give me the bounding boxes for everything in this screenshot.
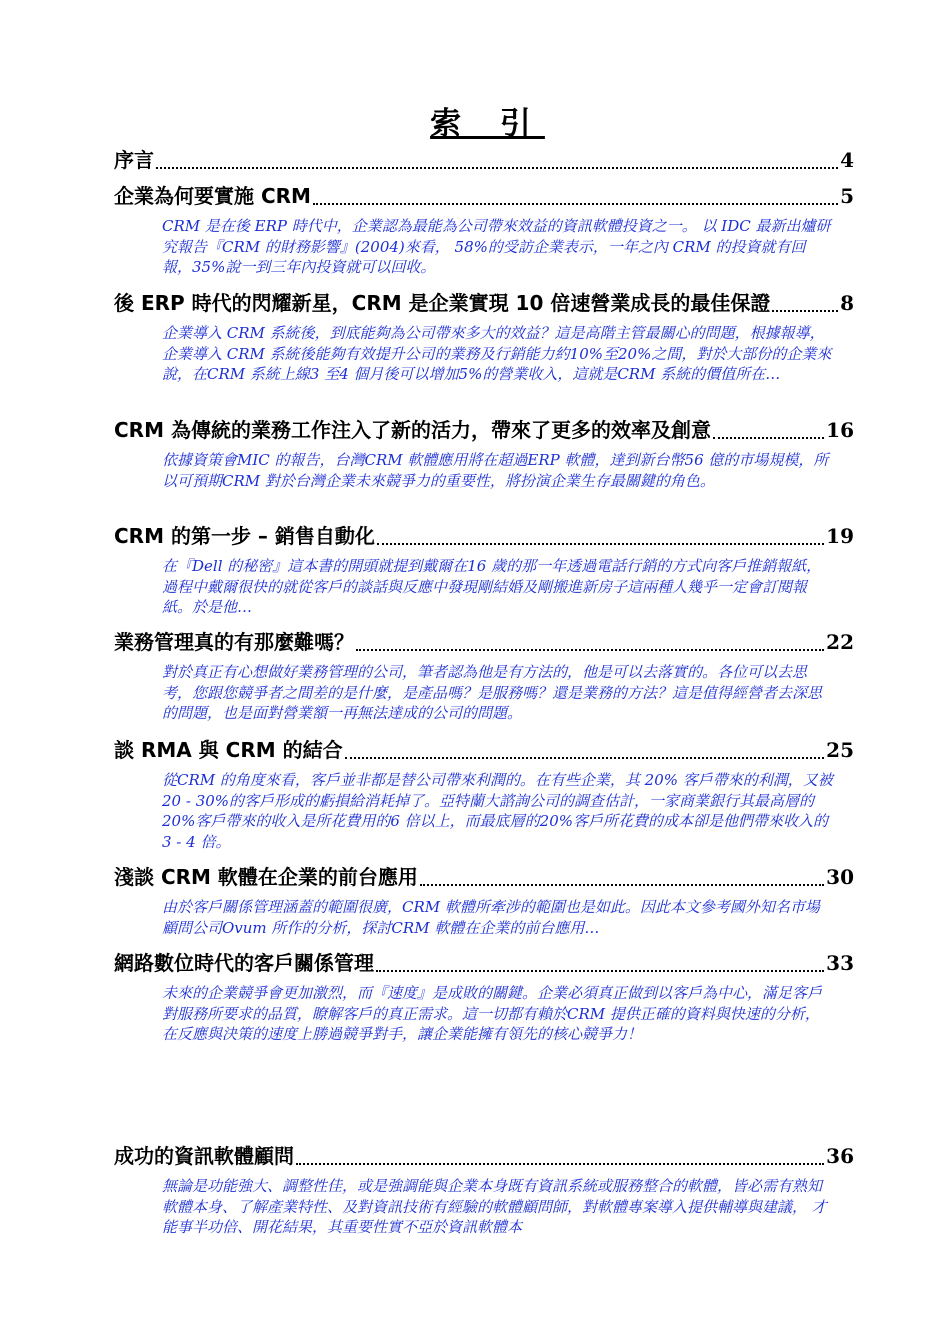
toc-summary: 由於客戶關係管理涵蓋的範圍很廣，CRM 軟體所牽涉的範圍也是如此。因此本文參考國外知名市場顧問公司Ovum 所作的分析，探討CRM 軟體在企業的前台應用…: [162, 898, 820, 937]
toc-entry-software-consultant: [114, 1142, 854, 1238]
toc-entry-sales-automation: [114, 522, 854, 618]
toc-page-number: 16: [826, 418, 854, 442]
toc-heading: 後 ERP 時代的閃耀新星，CRM 是企業實現 10 倍速營業成長的最佳保證: [114, 291, 771, 315]
toc-page-number: 8: [840, 291, 854, 315]
toc-entry-digital-era: [114, 949, 854, 1045]
toc-line[interactable]: [114, 289, 854, 317]
dot-leader: [156, 167, 838, 169]
toc-page-number: 33: [826, 951, 854, 975]
toc-heading: 談 RMA 與 CRM 的結合: [114, 738, 343, 762]
dot-leader: [772, 310, 838, 312]
toc-line[interactable]: [114, 863, 854, 891]
toc-page-number: 5: [840, 184, 854, 208]
toc-entry-new-vitality: [114, 416, 854, 491]
toc-summary: 在『Dell 的秘密』這本書的開頭就提到戴爾在16 歲的那一年透過電話行銷的方式向客戶推銷報紙，過程中戴爾很快的就從客戶的談話與反應中發現剛結婚及剛搬進新房子這兩種人幾乎一定會訂閱報紙。於是他…: [162, 557, 822, 616]
toc-page-number: 19: [826, 524, 854, 548]
toc-heading: CRM 為傳統的業務工作注入了新的活力，帶來了更多的效率及創意: [114, 418, 711, 442]
toc-summary: 無論是功能強大、調整性佳，或是強調能與企業本身既有資訊系統或服務整合的軟體，皆必需有熟知軟體本身、了解產業特性、及對資訊技術有經驗的軟體顧問師，對軟體專案導入提供輔導與建議， 才能事半功倍、開花結果，其重要性實不亞於資訊軟體本: [162, 1177, 827, 1236]
toc-entry-post-erp: [114, 289, 854, 385]
toc-line[interactable]: [114, 146, 854, 174]
toc-entry-front-office: [114, 863, 854, 938]
toc-summary: 對於真正有心想做好業務管理的公司，筆者認為他是有方法的，他是可以去落實的。各位可以去思考，您跟您競爭者之間差的是什麼，是產品嗎？是服務嗎？還是業務的方法？這是值得經營者去深思的問題，也是面對營業額一再無法達成的公司的問題。: [162, 663, 823, 722]
toc-entry-preface: [114, 146, 854, 174]
toc-line[interactable]: [114, 949, 854, 977]
toc-line[interactable]: [114, 736, 854, 764]
toc-line[interactable]: [114, 522, 854, 550]
toc-line[interactable]: [114, 1142, 854, 1170]
toc-page-number: 4: [840, 148, 854, 172]
dot-leader: [376, 970, 824, 972]
page-title: 索 引: [430, 106, 545, 142]
toc-summary: 企業導入 CRM 系統後，到底能夠為公司帶來多大的效益？這是高階主管最關心的問題，根據報導，企業導入 CRM 系統後能夠有效提升公司的業務及行銷能力約10%至20%之間，對於大部份的企業來說，在CRM 系統上線3 至4 個月後可以增加5%的營業收入，這就是CRM 系統的價值所在…: [162, 324, 832, 383]
dot-leader: [345, 757, 825, 759]
toc-page-number: 22: [826, 630, 854, 654]
dot-leader: [420, 884, 824, 886]
toc-page-number: 30: [826, 865, 854, 889]
dot-leader: [377, 543, 824, 545]
toc-heading: 網路數位時代的客戶關係管理: [114, 951, 374, 975]
toc-entry-why-crm: [114, 182, 854, 278]
toc-heading: 業務管理真的有那麼難嗎？: [114, 630, 354, 654]
dot-leader: [313, 203, 838, 205]
dot-leader: [356, 649, 824, 651]
toc-heading: CRM 的第一步 – 銷售自動化: [114, 524, 375, 548]
dot-leader: [296, 1163, 824, 1165]
toc-heading: 成功的資訊軟體顧問: [114, 1144, 294, 1168]
toc-entry-rma-crm: [114, 736, 854, 852]
toc-summary: CRM 是在後 ERP 時代中，企業認為最能為公司帶來效益的資訊軟體投資之一。 以 IDC 最新出爐研究報告『CRM 的財務影響』(2004)來看， 58%的受訪企業表示，一年之內 CRM 的投資就有回報，35%說一到三年內投資就可以回收。: [162, 217, 831, 276]
toc-heading: 序言: [114, 148, 154, 172]
toc-summary: 依據資策會MIC 的報告，台灣CRM 軟體應用將在超過ERP 軟體，達到新台幣56 億的市場規模，所以可預期CRM 對於台灣企業未來競爭力的重要性，將扮演企業生存最關鍵的角色。: [162, 451, 829, 490]
toc-line[interactable]: [114, 416, 854, 444]
toc-page-number: 25: [826, 738, 854, 762]
toc-page-number: 36: [826, 1144, 854, 1168]
toc-line[interactable]: [114, 182, 854, 210]
toc-summary: 從CRM 的角度來看，客戶並非都是替公司帶來利潤的。在有些企業，其 20% 客戶帶來的利潤，又被20 - 30%的客戶形成的虧損給消耗掉了。亞特蘭大諮詢公司的調查估計，一家商業銀行其最高層的20%客戶帶來的收入是所花費用的6 倍以上，而最底層的20%客戶所花費的成本卻是他們帶來收入的3 - 4 倍。: [162, 771, 833, 851]
toc-summary: 未來的企業競爭會更加激烈，而『速度』是成敗的關鍵。企業必須真正做到以客戶為中心，滿足客戶對服務所要求的品質，瞭解客戶的真正需求。這一切都有賴於CRM 提供正確的資料與快速的分析，在反應與決策的速度上勝過競爭對手，讓企業能擁有領先的核心競爭力！: [162, 984, 823, 1043]
toc-line[interactable]: [114, 628, 854, 656]
toc-entry-sales-management: [114, 628, 854, 724]
toc-heading: 淺談 CRM 軟體在企業的前台應用: [114, 865, 418, 889]
toc-heading: 企業為何要實施 CRM: [114, 184, 311, 208]
dot-leader: [713, 437, 824, 439]
